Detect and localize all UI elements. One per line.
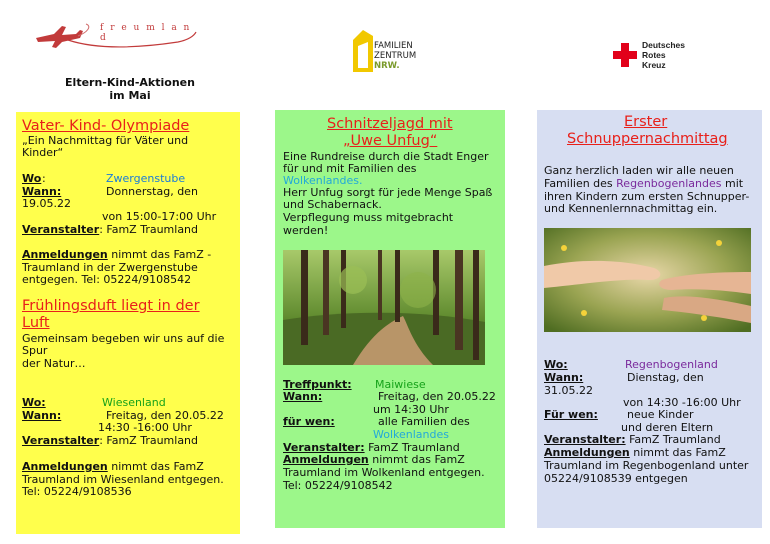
anmeldung-label-3: Anmeldungen: [544, 446, 630, 459]
wann-label: Wann:: [22, 185, 62, 198]
wo2-label: Wo:: [22, 396, 46, 409]
anmeldung2-value1: nimmt das FamZ: [107, 460, 204, 473]
forest-photo: [283, 250, 485, 365]
veranstalter-line-3: [544, 434, 721, 446]
fuer-wen-value: alle Familien des: [378, 415, 470, 428]
anmeldung2-label: Anmeldungen: [22, 460, 108, 473]
fuer-wen-value-2: Wolkenlandes: [373, 428, 449, 441]
heading-schnuppernachmittag: Schnuppernachmittag: [567, 131, 728, 147]
wo2-value: Wiesenland: [102, 396, 166, 409]
heading-uwe-unfug: „Uwe Unfug“: [343, 133, 438, 149]
p3-regenbogenlandes: Regenbogenlandes: [616, 177, 722, 190]
fuer-wen-value-3: neue Kinder: [627, 408, 694, 421]
panel-vater-kind: [16, 112, 240, 534]
fuer-wen-label-3: Für wen:: [544, 408, 598, 421]
anmeldung-value-3: nimmt das FamZ: [629, 446, 726, 459]
p-line6: Verpflegung muss mitgebracht: [283, 211, 454, 224]
veranstalter2-label: Veranstalter: [22, 434, 100, 447]
heading-erster: Erster: [624, 114, 668, 130]
drk-line1: Deutsches: [642, 40, 685, 50]
heading-olympiade: Vater- Kind- Olympiade: [22, 118, 190, 134]
fuer-wen-label: für wen:: [283, 415, 335, 428]
wann-date: 19.05.22: [22, 197, 71, 210]
anmeldung-line-2b: Traumland im Wolkenland entgegen.: [283, 466, 485, 479]
anmeldung-line-2c: Tel: 05224/9108542: [283, 479, 393, 492]
p-line5: und Schabernack.: [283, 198, 382, 211]
title-line1: Eltern-Kind-Aktionen: [65, 76, 195, 89]
anmeldung-value1: nimmt das FamZ -: [107, 248, 212, 261]
intro-line2: Kinder“: [22, 146, 64, 159]
anmeldung-label: Anmeldungen: [22, 248, 108, 261]
anmeldung-line1: [22, 249, 211, 261]
hands-photo: [544, 228, 751, 332]
veranstalter-value: : FamZ Traumland: [99, 223, 199, 236]
drk-line2: Rotes: [642, 50, 666, 60]
p-line1: Eine Rundreise durch die Stadt Enger: [283, 150, 489, 163]
veranstalter2-value: : FamZ Traumland: [99, 434, 199, 447]
drk-logo: [612, 40, 722, 72]
wann2-value: Freitag, den 20.05.22: [106, 409, 224, 422]
wann-value-3: Dienstag, den: [627, 371, 704, 384]
text2-line3: der Natur…: [22, 357, 86, 370]
anmeldung-line-2a: [283, 454, 465, 466]
intro-line1: „Ein Nachmittag für Väter und: [22, 134, 189, 147]
treffpunkt-label: Treffpunkt:: [283, 378, 352, 391]
wann-time: von 15:00-17:00 Uhr: [102, 210, 217, 223]
veranstalter-label-3: Veranstalter:: [544, 433, 626, 446]
veranstalter-value-3: FamZ Traumland: [625, 433, 721, 446]
anmeldung-value-2: nimmt das FamZ: [368, 453, 465, 466]
wann-value-2: Freitag, den 20.05.22: [378, 390, 496, 403]
famz-nrw: NRW.: [374, 61, 400, 71]
heading-fruehlingsduft-2: Luft: [22, 315, 50, 331]
red-cross-icon: [612, 42, 638, 68]
wo-label: Wo: [22, 172, 42, 185]
veranstalter-line: [22, 224, 198, 236]
text2-line1: Gemeinsam begeben wir uns auf die: [22, 332, 225, 345]
p3-line2c: mit: [721, 177, 744, 190]
anmeldung2-line3: Tel: 05224/9108536: [22, 485, 132, 498]
wann-label-3: Wann:: [544, 371, 584, 384]
anmeldung-label-2: Anmeldungen: [283, 453, 369, 466]
wann2-time: 14:30 -16:00 Uhr: [98, 421, 192, 434]
treffpunkt-value: Maiwiese: [375, 378, 426, 391]
wann-label-2: Wann:: [283, 390, 323, 403]
anmeldung-line-3b: Traumland im Regenbogenland unter: [544, 459, 749, 472]
anmeldung-line-3c: 05224/9108539 entgegen: [544, 472, 688, 485]
panel-schnitzeljagd: [275, 110, 505, 528]
page-title: [55, 76, 205, 102]
anmeldung-line3: entgegen. Tel: 05224/9108542: [22, 273, 192, 286]
veranstalter-label-2: Veranstalter:: [283, 441, 365, 454]
p3-line2a: Familien des: [544, 177, 617, 190]
house-icon: [352, 26, 374, 74]
p3-line2: [544, 178, 743, 190]
wo-value: Zwergenstube: [106, 172, 186, 185]
heading-schnitzeljagd: Schnitzeljagd mit: [327, 116, 453, 132]
famz-line2: ZENTRUM: [374, 51, 417, 61]
anmeldung2-line2: Traumland im Wiesenland entgegen.: [22, 473, 224, 486]
veranstalter2-line: [22, 435, 198, 447]
wo-colon: :: [42, 172, 46, 185]
anmeldung-line-3a: [544, 447, 726, 459]
p3-line4: und Kennenlernnachmittag ein.: [544, 202, 718, 215]
heading-fruehlingsduft: Frühlingsduft liegt in der: [22, 298, 200, 314]
wann2-label: Wann:: [22, 409, 62, 422]
wo-label-3: Wo:: [544, 358, 568, 371]
wo-value-3: Regenbogenland: [625, 358, 718, 371]
p3-line3: ihren Kindern zum ersten Schnupper-: [544, 190, 750, 203]
drk-line3: Kreuz: [642, 60, 666, 70]
airplane-logo: [28, 18, 198, 52]
p-line4: Herr Unfug sorgt für jede Menge Spaß: [283, 186, 493, 199]
wann-time-3: von 14:30 -16:00 Uhr: [623, 396, 741, 409]
wann-time-2: um 14:30 Uhr: [373, 403, 449, 416]
text2-line2: Spur: [22, 344, 48, 357]
p3-line1: Ganz herzlich laden wir alle neuen: [544, 164, 734, 177]
panel-schnuppernachmittag: [537, 110, 762, 528]
veranstalter-value-2: FamZ Traumland: [364, 441, 460, 454]
anmeldung2-line1: [22, 461, 204, 473]
anmeldung-line2: Traumland in der Zwergenstube: [22, 261, 198, 274]
logo-text: f r e u m l a n d: [100, 23, 192, 43]
p-line2: für und mit Familien des: [283, 162, 417, 175]
p-line7: werden!: [283, 224, 329, 237]
famz-line1: FAMILIEN: [374, 41, 413, 51]
p-line3: Wolkenlandes.: [283, 174, 363, 187]
fuer-wen-value-3b: und deren Eltern: [621, 421, 714, 434]
wann-value: Donnerstag, den: [106, 185, 198, 198]
veranstalter-label: Veranstalter: [22, 223, 100, 236]
familienzentrum-logo: [352, 26, 432, 76]
wann-date-3: 31.05.22: [544, 384, 593, 397]
title-line2: im Mai: [109, 89, 151, 102]
